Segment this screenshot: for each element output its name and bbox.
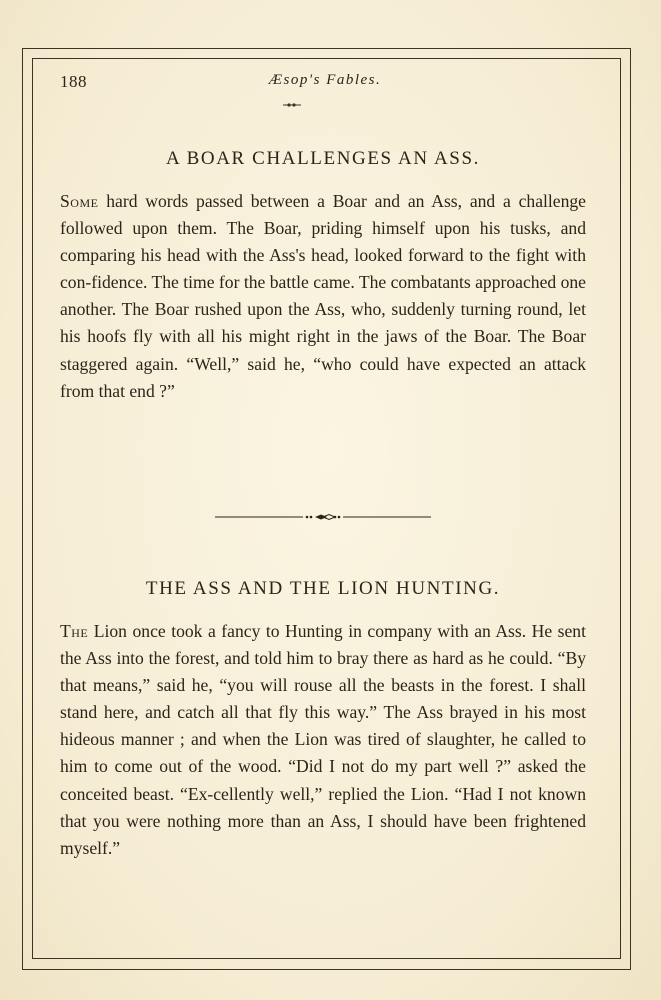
fable-body-lion: [60, 618, 586, 862]
drop-word: Some: [60, 191, 99, 211]
page-header: [60, 72, 590, 96]
fable-body-boar: [60, 188, 586, 405]
fable-title-boar: A BOAR CHALLENGES AN ASS.: [166, 148, 480, 169]
fable-title-lion: THE ASS AND THE LION HUNTING.: [145, 578, 501, 599]
running-title: Æsop's Fables.: [268, 72, 382, 88]
drop-word: The: [60, 621, 89, 641]
page-number: 188: [60, 72, 87, 91]
section-divider: [215, 512, 431, 522]
header-ornament: [283, 102, 301, 108]
fable-text: Lion once took a fancy to Hunting in company with an Ass. He sent the Ass into the forest, and told him to bray there as hard as he could. “By that means,” said he, “you will rouse all the beasts in the forest. I shall stand here, and catch all that fly this way.” The Ass brayed in his most hideous manner ; and when the Lion was tired of slaughter, he called to him to come out of the wood. “Did I not do my part well ?” asked the conceited beast. “Ex-cellently well,” replied the Lion. “Had I not known that you were nothing more than an Ass, I should have been frightened myself.”: [60, 621, 586, 858]
fable-text: hard words passed between a Boar and an Ass, and a challenge followed upon them. The Boar, priding himself upon his tusks, and comparing his head with the Ass's head, looked forward to the fight with con-fidence. The time for the battle came. The combatants approached one another. The Boar rushed upon the Ass, who, suddenly turning round, let his hoofs fly with all his might right in the jaws of the Boar. The Boar staggered again. “Well,” said he, “who could have expected an attack from that end ?”: [60, 191, 586, 401]
